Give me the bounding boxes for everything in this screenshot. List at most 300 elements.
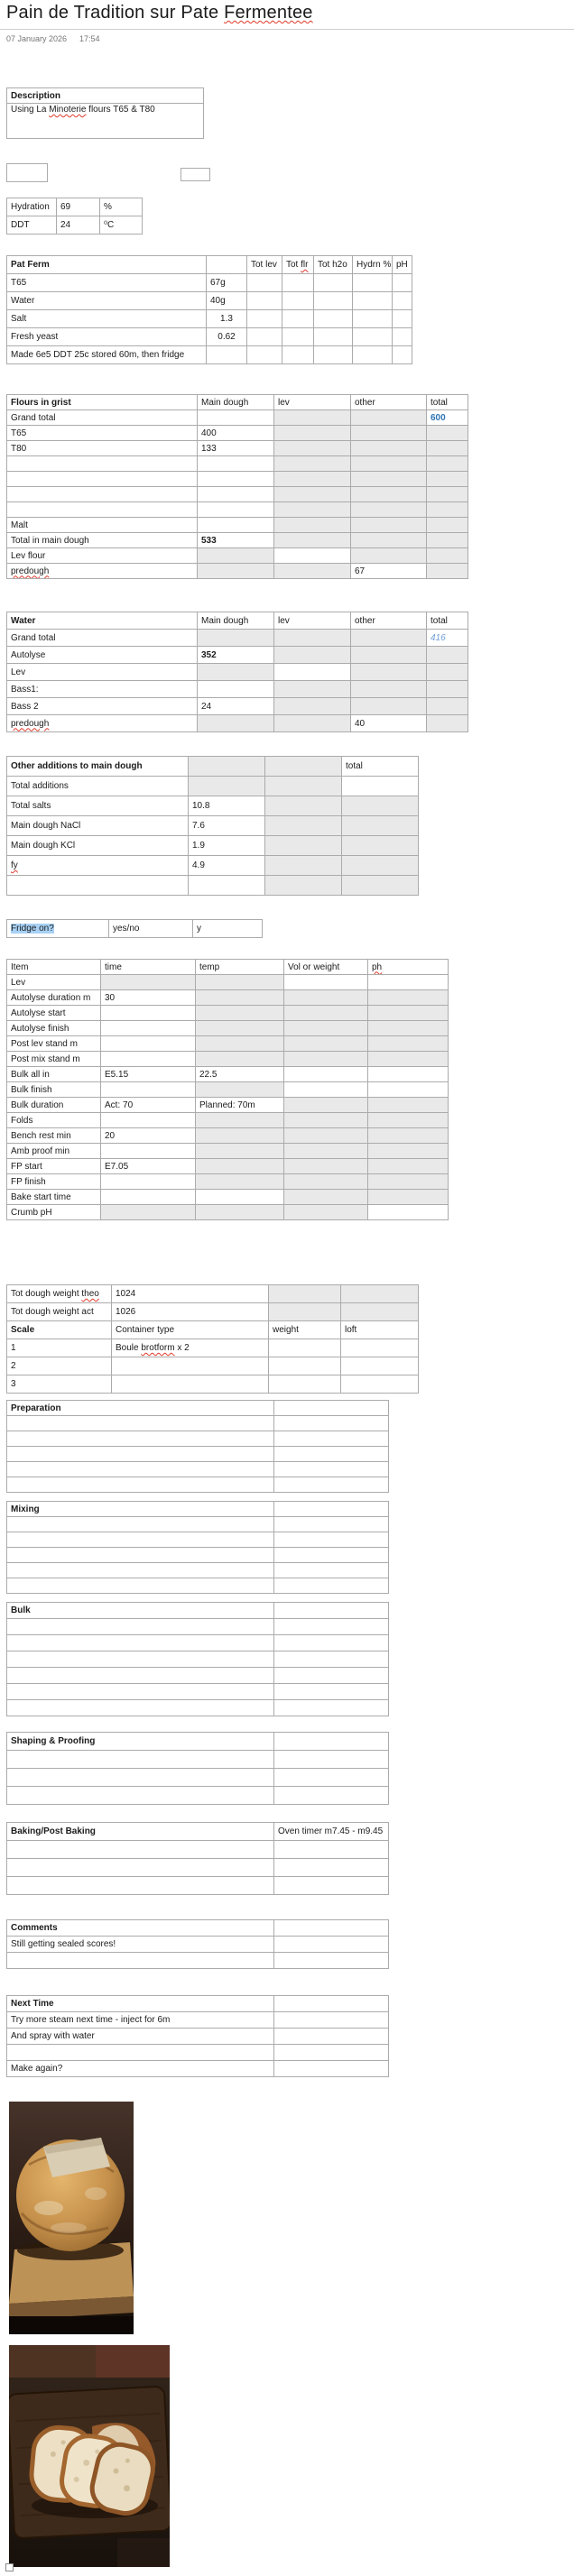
row-label-cell[interactable]: Autolyse finish (7, 1021, 101, 1036)
cell[interactable] (274, 472, 351, 487)
value-cell[interactable]: Act: 70 (101, 1098, 196, 1113)
cell[interactable] (265, 796, 342, 816)
cell[interactable] (7, 1751, 274, 1769)
value-cell[interactable]: 1026 (112, 1303, 269, 1321)
cell[interactable] (341, 1357, 419, 1375)
col-header-cell[interactable]: total (427, 395, 468, 410)
section-title-cell[interactable]: Baking/Post Baking (7, 1823, 274, 1841)
row-label-cell[interactable]: Tot dough weight act (7, 1303, 112, 1321)
cell[interactable] (112, 1375, 269, 1394)
cell[interactable] (196, 1021, 284, 1036)
value-cell[interactable]: 30 (101, 990, 196, 1006)
row-label-cell[interactable]: Bulk duration (7, 1098, 101, 1113)
cell[interactable] (342, 876, 419, 896)
cell[interactable] (196, 1174, 284, 1190)
value-cell[interactable]: Planned: 70m (196, 1098, 284, 1113)
row-label-cell[interactable]: Hydration (7, 198, 57, 216)
cell[interactable] (368, 1006, 449, 1021)
value-cell[interactable] (207, 346, 247, 364)
cell[interactable] (274, 664, 351, 681)
cell[interactable] (368, 990, 449, 1006)
cell[interactable] (393, 346, 412, 364)
cell[interactable] (7, 1447, 274, 1462)
cell[interactable] (393, 274, 412, 292)
cell[interactable] (351, 456, 427, 472)
row-label-cell[interactable]: Post mix stand m (7, 1052, 101, 1067)
row-label-cell[interactable]: Autolyse duration m (7, 990, 101, 1006)
cell[interactable] (351, 647, 427, 664)
photo-bread-boule[interactable] (9, 2102, 134, 2334)
cell[interactable] (274, 1431, 389, 1447)
col-header-cell[interactable]: Scale (7, 1321, 112, 1339)
cell[interactable] (274, 548, 351, 564)
cell[interactable] (196, 975, 284, 990)
row-label-cell[interactable]: Bulk all in (7, 1067, 101, 1082)
cell[interactable] (274, 1859, 389, 1877)
col-header-cell[interactable]: weight (269, 1321, 341, 1339)
cell[interactable] (7, 1462, 274, 1477)
value-cell[interactable]: 1024 (112, 1285, 269, 1303)
cell[interactable] (274, 1996, 389, 2012)
row-label-cell[interactable]: FP finish (7, 1174, 101, 1190)
cell[interactable] (274, 487, 351, 502)
cell[interactable] (274, 1751, 389, 1769)
cell[interactable] (284, 1021, 368, 1036)
cell[interactable] (368, 1144, 449, 1159)
cell[interactable] (198, 564, 274, 579)
cell[interactable] (101, 1082, 196, 1098)
cell[interactable] (351, 664, 427, 681)
cell[interactable] (427, 664, 468, 681)
cell[interactable] (353, 346, 393, 364)
cell[interactable] (101, 1174, 196, 1190)
cell[interactable] (274, 1700, 389, 1716)
value-cell[interactable]: E5.15 (101, 1067, 196, 1082)
cell[interactable] (198, 681, 274, 698)
cell[interactable] (198, 664, 274, 681)
cell[interactable] (189, 777, 265, 796)
cell[interactable] (351, 630, 427, 647)
cell[interactable] (314, 292, 353, 310)
cell[interactable] (196, 1128, 284, 1144)
cell[interactable] (274, 630, 351, 647)
cell[interactable] (284, 1006, 368, 1021)
cell[interactable] (393, 292, 412, 310)
cell[interactable] (368, 1205, 449, 1220)
cell[interactable] (274, 1548, 389, 1563)
cell[interactable] (198, 518, 274, 533)
value-cell[interactable]: 67g (207, 274, 247, 292)
cell[interactable] (7, 1877, 274, 1895)
row-label-cell[interactable]: T65 (7, 274, 207, 292)
cell[interactable] (282, 328, 314, 346)
row-label-cell[interactable]: Lev flour (7, 548, 198, 564)
cell[interactable] (247, 328, 282, 346)
cell[interactable] (368, 1036, 449, 1052)
cell[interactable] (342, 796, 419, 816)
row-label-cell[interactable] (7, 876, 189, 896)
cell[interactable] (351, 533, 427, 548)
cell[interactable] (314, 328, 353, 346)
cell[interactable] (427, 518, 468, 533)
cell[interactable] (274, 1953, 389, 1969)
cell[interactable] (274, 2045, 389, 2061)
cell[interactable] (274, 1684, 389, 1700)
cell[interactable] (427, 487, 468, 502)
row-label-cell[interactable]: 2 (7, 1357, 112, 1375)
cell[interactable] (284, 975, 368, 990)
cell[interactable] (274, 1401, 389, 1416)
comment-cell[interactable]: Still getting sealed scores! (7, 1937, 274, 1953)
cell[interactable] (7, 1651, 274, 1668)
cell[interactable] (284, 1082, 368, 1098)
cell[interactable] (282, 310, 314, 328)
empty-box-2[interactable] (181, 168, 210, 181)
cell[interactable] (284, 990, 368, 1006)
value-cell[interactable] (112, 1339, 269, 1357)
cell[interactable] (274, 681, 351, 698)
row-label-cell[interactable]: Total additions (7, 777, 189, 796)
cell[interactable] (368, 1174, 449, 1190)
col-header-cell[interactable]: other (351, 395, 427, 410)
row-label-cell[interactable]: Autolyse (7, 647, 198, 664)
col-header-cell[interactable]: Hydrn % (353, 256, 393, 274)
cell[interactable] (7, 1517, 274, 1532)
cell[interactable] (274, 1877, 389, 1895)
cell[interactable] (196, 990, 284, 1006)
cell[interactable] (274, 1517, 389, 1532)
cell[interactable] (368, 1190, 449, 1205)
image-resize-handle[interactable] (5, 2563, 14, 2571)
cell[interactable] (427, 681, 468, 698)
cell[interactable] (353, 328, 393, 346)
cell[interactable] (7, 1477, 274, 1493)
row-label-cell[interactable]: Bass 2 (7, 698, 198, 715)
cell[interactable] (196, 1082, 284, 1098)
cell[interactable] (274, 1733, 389, 1751)
value-cell[interactable]: 352 (198, 647, 274, 664)
row-label-cell[interactable]: Fresh yeast (7, 328, 207, 346)
value-cell[interactable]: 416 (427, 630, 468, 647)
cell[interactable] (269, 1357, 341, 1375)
cell[interactable] (7, 1532, 274, 1548)
col-header-cell[interactable]: temp (196, 960, 284, 975)
description-header-cell[interactable]: Description (7, 88, 204, 104)
cell[interactable] (284, 1098, 368, 1113)
row-label-cell[interactable] (7, 1285, 112, 1303)
cell[interactable] (274, 1651, 389, 1668)
cell[interactable] (351, 472, 427, 487)
cell[interactable] (427, 472, 468, 487)
row-label-cell[interactable]: Salt (7, 310, 207, 328)
row-label-cell[interactable]: T80 (7, 441, 198, 456)
cell[interactable] (265, 836, 342, 856)
cell[interactable] (427, 441, 468, 456)
cell[interactable] (7, 1635, 274, 1651)
cell[interactable] (274, 1502, 389, 1517)
cell[interactable] (101, 1052, 196, 1067)
cell[interactable] (247, 274, 282, 292)
row-label-cell[interactable]: Crumb pH (7, 1205, 101, 1220)
col-header-cell[interactable]: Main dough (198, 612, 274, 630)
cell[interactable] (101, 1144, 196, 1159)
photo-bread-slices[interactable] (9, 2345, 170, 2567)
note-cell[interactable]: Try more steam next time - inject for 6m (7, 2012, 274, 2029)
cell[interactable] (265, 816, 342, 836)
cell[interactable] (427, 533, 468, 548)
cell[interactable] (351, 698, 427, 715)
section-title-cell[interactable]: Bulk (7, 1603, 274, 1619)
cell[interactable] (282, 292, 314, 310)
cell[interactable] (341, 1375, 419, 1394)
cell[interactable] (198, 487, 274, 502)
col-header-cell[interactable]: ph (368, 960, 449, 975)
cell[interactable] (7, 1769, 274, 1787)
cell[interactable] (284, 1128, 368, 1144)
row-label-cell[interactable]: Main dough NaCl (7, 816, 189, 836)
cell[interactable] (351, 426, 427, 441)
cell[interactable] (7, 1700, 274, 1716)
cell[interactable] (269, 1339, 341, 1357)
cell[interactable] (247, 346, 282, 364)
cell[interactable] (189, 876, 265, 896)
row-label-cell[interactable]: Total salts (7, 796, 189, 816)
cell[interactable] (274, 1787, 389, 1805)
cell[interactable] (282, 274, 314, 292)
cell[interactable] (368, 1082, 449, 1098)
cell[interactable] (7, 1668, 274, 1684)
cell[interactable] (247, 310, 282, 328)
cell[interactable] (341, 1339, 419, 1357)
cell[interactable] (101, 1205, 196, 1220)
cell[interactable] (101, 1036, 196, 1052)
value-cell[interactable]: 10.8 (189, 796, 265, 816)
value-cell[interactable]: 600 (427, 410, 468, 426)
cell[interactable] (7, 1578, 274, 1594)
cell[interactable] (341, 1303, 419, 1321)
col-header-cell[interactable]: total (427, 612, 468, 630)
value-cell[interactable]: E7.05 (101, 1159, 196, 1174)
value-cell[interactable]: 7.6 (189, 816, 265, 836)
cell[interactable] (284, 1067, 368, 1082)
cell[interactable] (7, 1841, 274, 1859)
cell[interactable] (274, 456, 351, 472)
cell[interactable] (284, 1144, 368, 1159)
cell[interactable] (368, 1098, 449, 1113)
cell[interactable] (274, 698, 351, 715)
col-header-cell[interactable]: Vol or weight (284, 960, 368, 975)
cell[interactable] (274, 1477, 389, 1493)
table-title-cell[interactable]: Flours in grist (7, 395, 198, 410)
cell[interactable] (342, 777, 419, 796)
cell[interactable] (196, 1144, 284, 1159)
cell[interactable] (274, 1619, 389, 1635)
cell[interactable] (7, 1787, 274, 1805)
value-cell[interactable]: 400 (198, 426, 274, 441)
cell[interactable] (198, 502, 274, 518)
description-body-cell[interactable] (7, 104, 204, 139)
cell[interactable] (351, 410, 427, 426)
cell[interactable] (274, 1462, 389, 1477)
cell[interactable] (274, 2061, 389, 2077)
cell[interactable] (274, 564, 351, 579)
row-label-cell[interactable] (7, 487, 198, 502)
col-header-cell[interactable]: other (351, 612, 427, 630)
cell[interactable] (284, 1174, 368, 1190)
cell[interactable] (101, 1113, 196, 1128)
cell[interactable] (351, 548, 427, 564)
cell[interactable] (274, 2012, 389, 2029)
cell[interactable] (189, 757, 265, 777)
row-label-cell[interactable]: Amb proof min (7, 1144, 101, 1159)
row-label-cell[interactable]: Autolyse start (7, 1006, 101, 1021)
cell[interactable] (112, 1357, 269, 1375)
table-title-cell[interactable]: Other additions to main dough (7, 757, 189, 777)
cell[interactable] (314, 274, 353, 292)
cell[interactable] (274, 715, 351, 732)
cell[interactable] (198, 456, 274, 472)
cell[interactable] (284, 1159, 368, 1174)
cell[interactable] (274, 502, 351, 518)
cell[interactable] (427, 548, 468, 564)
value-cell[interactable]: 0.62 (207, 328, 247, 346)
cell[interactable] (274, 2029, 389, 2045)
cell[interactable] (274, 1937, 389, 1953)
cell[interactable] (101, 975, 196, 990)
cell[interactable] (274, 1603, 389, 1619)
row-label-cell[interactable]: Bake start time (7, 1190, 101, 1205)
cell[interactable] (427, 715, 468, 732)
col-header-cell[interactable]: total (342, 757, 419, 777)
cell[interactable] (7, 1619, 274, 1635)
value-cell[interactable]: 1.3 (207, 310, 247, 328)
options-cell[interactable]: yes/no (109, 920, 193, 938)
row-label-cell[interactable]: Lev (7, 975, 101, 990)
row-label-cell[interactable]: 3 (7, 1375, 112, 1394)
col-header-cell[interactable]: time (101, 960, 196, 975)
row-label-cell[interactable]: FP start (7, 1159, 101, 1174)
cell[interactable] (7, 1416, 274, 1431)
row-label-cell[interactable]: predough (7, 564, 198, 579)
col-header-cell[interactable]: loft (341, 1321, 419, 1339)
value-cell[interactable]: 24 (198, 698, 274, 715)
cell[interactable] (274, 426, 351, 441)
section-title-cell[interactable]: Mixing (7, 1502, 274, 1517)
cell[interactable] (274, 1578, 389, 1594)
cell[interactable] (368, 1052, 449, 1067)
row-label-cell[interactable]: 1 (7, 1339, 112, 1357)
cell[interactable] (353, 274, 393, 292)
note-cell[interactable]: And spray with water (7, 2029, 274, 2045)
row-label-cell[interactable]: Bulk finish (7, 1082, 101, 1098)
cell[interactable] (101, 1021, 196, 1036)
col-header-cell[interactable]: lev (274, 395, 351, 410)
row-label-cell[interactable] (7, 502, 198, 518)
cell[interactable] (198, 548, 274, 564)
cell[interactable] (314, 310, 353, 328)
page-title[interactable] (6, 3, 313, 23)
cell[interactable] (7, 2045, 274, 2061)
cell[interactable] (196, 1052, 284, 1067)
cell[interactable] (7, 1548, 274, 1563)
cell[interactable] (351, 502, 427, 518)
oven-timer-cell[interactable]: Oven timer m7.45 - m9.45 (274, 1823, 389, 1841)
col-header-cell[interactable]: Item (7, 960, 101, 975)
cell[interactable] (282, 346, 314, 364)
cell[interactable] (342, 856, 419, 876)
cell[interactable] (274, 1563, 389, 1578)
cell[interactable] (274, 1635, 389, 1651)
cell[interactable] (269, 1285, 341, 1303)
cell[interactable] (368, 1067, 449, 1082)
cell[interactable] (427, 456, 468, 472)
cell[interactable] (274, 1769, 389, 1787)
cell[interactable] (393, 328, 412, 346)
cell[interactable] (368, 1159, 449, 1174)
row-label-cell[interactable]: Made 6e5 DDT 25c stored 60m, then fridge (7, 346, 207, 364)
cell[interactable] (196, 1113, 284, 1128)
value-cell[interactable]: 133 (198, 441, 274, 456)
cell[interactable] (368, 1021, 449, 1036)
value-cell[interactable]: 20 (101, 1128, 196, 1144)
cell[interactable] (198, 410, 274, 426)
row-label-cell[interactable]: Grand total (7, 630, 198, 647)
cell[interactable] (351, 487, 427, 502)
section-title-cell[interactable]: Comments (7, 1920, 274, 1937)
cell[interactable] (427, 647, 468, 664)
cell[interactable] (427, 502, 468, 518)
cell[interactable] (351, 681, 427, 698)
cell[interactable] (284, 1190, 368, 1205)
col-header-cell[interactable]: Tot h2o (314, 256, 353, 274)
cell[interactable] (269, 1375, 341, 1394)
unit-cell[interactable]: ⁰C (100, 216, 143, 235)
section-title-cell[interactable]: Preparation (7, 1401, 274, 1416)
cell[interactable] (196, 1159, 284, 1174)
row-label-cell[interactable]: fy (7, 856, 189, 876)
cell[interactable] (247, 292, 282, 310)
row-label-cell[interactable]: Post lev stand m (7, 1036, 101, 1052)
cell[interactable] (265, 757, 342, 777)
cell[interactable] (341, 1285, 419, 1303)
row-label-cell[interactable]: Malt (7, 518, 198, 533)
value-cell[interactable]: 67 (351, 564, 427, 579)
value-cell[interactable]: 1.9 (189, 836, 265, 856)
row-label-cell[interactable] (7, 456, 198, 472)
value-cell[interactable]: 22.5 (196, 1067, 284, 1082)
cell[interactable] (284, 1205, 368, 1220)
cell[interactable] (274, 1416, 389, 1431)
cell[interactable] (196, 1205, 284, 1220)
table-title-cell[interactable]: Pat Ferm (7, 256, 207, 274)
cell[interactable] (274, 441, 351, 456)
value-cell[interactable]: 24 (57, 216, 100, 235)
cell[interactable] (353, 310, 393, 328)
col-header-cell[interactable]: Tot lev (247, 256, 282, 274)
value-cell[interactable]: 533 (198, 533, 274, 548)
cell[interactable] (196, 1190, 284, 1205)
cell[interactable] (284, 1052, 368, 1067)
value-cell[interactable]: y (193, 920, 263, 938)
cell[interactable] (368, 975, 449, 990)
cell[interactable] (198, 630, 274, 647)
col-header-cell[interactable]: lev (274, 612, 351, 630)
value-cell[interactable]: 69 (57, 198, 100, 216)
cell[interactable] (269, 1303, 341, 1321)
note-cell[interactable]: Make again? (7, 2061, 274, 2077)
section-title-cell[interactable]: Shaping & Proofing (7, 1733, 274, 1751)
row-label-cell[interactable]: Lev (7, 664, 198, 681)
